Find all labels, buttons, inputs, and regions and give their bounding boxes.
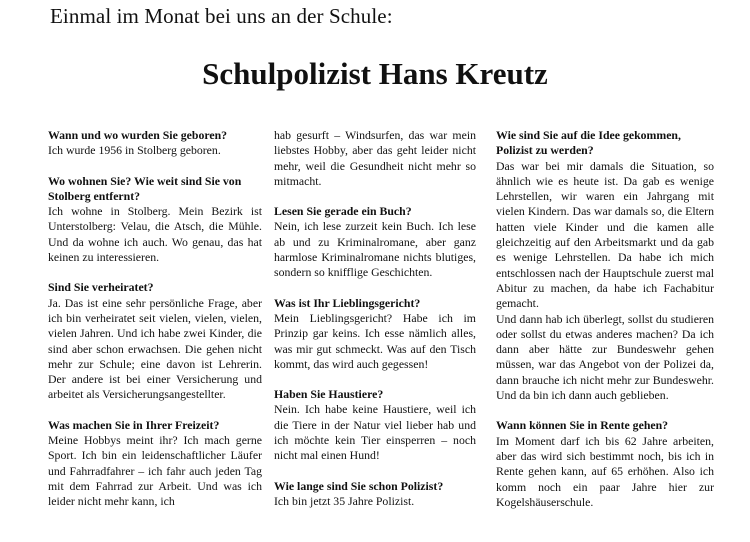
answer-retirement: Im Moment darf ich bis 62 Jahre arbeiten, aber das wird sich bestimmt noch, bis ich in Rente gehen kann, auf 65 erhöhen. Also ich komm noch ein paar Jahre hier zur Kogelshäuserschule. bbox=[496, 433, 714, 509]
column-1 bbox=[48, 128, 262, 510]
answer-why-police-continued: Und dann hab ich überlegt, sollst du studieren oder sollst du etwas anderes machen? Da ich dann aber hätte zur Bundeswehr gehen müssen, war das Angebot von der Polizei da, dann brauche ich nicht mehr zur Bundeswehr. Und da bin ich dann auch geblieben. bbox=[496, 311, 714, 403]
column-3 bbox=[496, 128, 714, 510]
question-free-time: Was machen Sie in Ihrer Freizeit? bbox=[48, 417, 220, 432]
answer-married: Ja. Das ist eine sehr persönliche Frage, aber ich bin verheiratet seit vielen, vielen, vielen, vielen Jahren. Und ich habe zwei Kinder, die sind aber schon erwachsen. Die gehen nicht mehr zur Schule; eine davon ist Lehrerin. Der andere ist bei einer Versicherung und arbeitet als Versicherungsangestellter. bbox=[48, 295, 262, 402]
question-why-police: Wie sind Sie auf die Idee gekommen, Polizist zu werden? bbox=[496, 128, 681, 158]
kicker-line: Einmal im Monat bei uns an der Schule: bbox=[50, 4, 393, 28]
question-retirement: Wann können Sie in Rente gehen? bbox=[496, 418, 669, 433]
answer-residence: Ich wohne in Stolberg. Mein Bezirk ist Unterstolberg: Velau, die Atsch, die Mühle. Und da wohne ich auch. Wo genau, das hat keinen zu interessieren. bbox=[48, 204, 262, 265]
column-2 bbox=[274, 128, 476, 509]
answer-birth: Ich wurde 1956 in Stolberg geboren. bbox=[48, 143, 221, 158]
answer-free-time-continued: hab gesurft – Windsurfen, das war mein liebstes Hobby, aber das geht leider nicht mehr, weil die Gesundheit nicht mehr so mitmacht. bbox=[274, 128, 476, 188]
question-favorite-dish: Was ist Ihr Lieblingsgericht? bbox=[274, 295, 421, 310]
headline: Schulpolizist Hans Kreutz bbox=[202, 56, 548, 91]
question-book: Lesen Sie gerade ein Buch? bbox=[274, 204, 412, 219]
question-years-police: Wie lange sind Sie schon Polizist? bbox=[274, 478, 444, 493]
answer-free-time: Meine Hobbys meint ihr? Ich mach gerne Sport. Ich bin ein leidenschaftlicher Läufer und Fahrradfahrer – ich fahr auch jeden Tag mit dem Fahrrad zur Arbeit. Und was ich leider nicht mehr kann, ich bbox=[48, 433, 262, 509]
question-residence: Wo wohnen Sie? Wie weit sind Sie von Stolberg entfernt? bbox=[48, 173, 242, 203]
question-birth: Wann und wo wurden Sie geboren? bbox=[48, 128, 228, 142]
answer-book: Nein, ich lese zurzeit kein Buch. Ich lese ab und zu Kriminalromane, aber ganz harmlose Kriminalromane nichts blutiges, sondern so knifflige Geschichten. bbox=[274, 219, 476, 280]
answer-favorite-dish: Mein Lieblingsgericht? Habe ich im Prinzip gar keins. Ich esse nämlich alles, was mir gut schmeckt. Was auf den Tisch kommt, das wird auch gegessen! bbox=[274, 310, 476, 371]
question-married: Sind Sie verheiratet? bbox=[48, 280, 154, 295]
answer-years-police: Ich bin jetzt 35 Jahre Polizist. bbox=[274, 493, 415, 508]
question-pets: Haben Sie Haustiere? bbox=[274, 387, 384, 402]
answer-pets: Nein. Ich habe keine Haustiere, weil ich die Tiere in der Natur viel lieber hab und ich möchte kein Tier einsperren – noch nicht mal einen Hund! bbox=[274, 402, 476, 463]
answer-why-police: Das war bei mir damals die Situation, so ähnlich wie es heute ist. Da gab es wenige Lehrstellen, wir waren ein Jahrgang mit vielen Kindern. Das war damals so, die Eltern hatten viele Kinder und die kamen alle gleichzeitig auf den Arbeitsmarkt und da gab es wenige Lehrstellen. Da habe ich mich entschlossen nach der Hauptschule zuerst mal Abitur zu machen, da habe ich Fachabitur gemacht. bbox=[496, 158, 714, 311]
